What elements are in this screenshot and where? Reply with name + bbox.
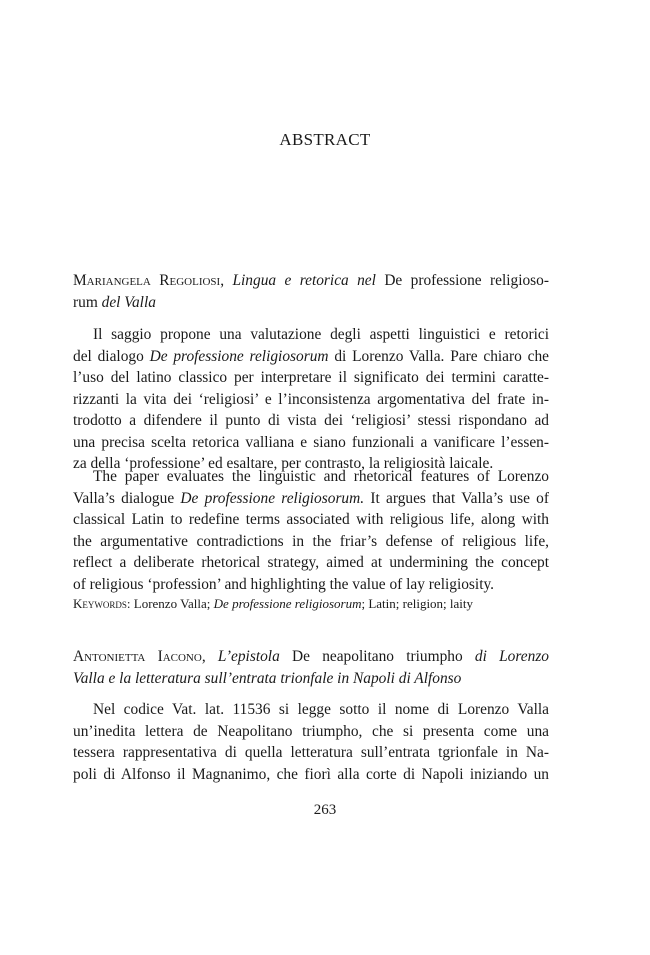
text-line: the argumentative contradictions in the friar’s defense of religious life,: [73, 532, 549, 550]
text-line: trodotto a difendere il punto di vista dei ‘religiosi’ stessi rispondano ad: [73, 412, 549, 429]
article2-title: [73, 646, 549, 689]
text-line: una precisa scelta retorica valliana e siano funzionali a vanificare l’essen-: [73, 433, 549, 451]
page-heading: ABSTRACT: [279, 130, 371, 149]
text-line: reflect a deliberate rhetorical strategy, aimed at undermining the concept: [73, 554, 549, 571]
article1-keywords: Keywords: Lorenzo Valla; De professione religiosorum; Latin; religion; laity: [73, 596, 474, 611]
text-line: l’uso del latino classico per interpretare il significato dei termini caratte-: [73, 369, 549, 386]
text-line: classical Latin to redefine terms associated with religious life, along with: [73, 511, 549, 528]
text-line: Il saggio propone una valutazione degli aspetti linguistici e retorici: [93, 326, 549, 343]
text-line: za della ‘professione’ ed esaltare, per contrasto, la religiosità laicale.: [73, 455, 494, 472]
text-line: The paper evaluates the linguistic and rhetorical features of Lorenzo: [93, 468, 549, 485]
text-line: Nel codice Vat. lat. 11536 si legge sotto il nome di Lorenzo Valla: [93, 701, 549, 718]
article2-author: Antonietta Iacono: [73, 648, 202, 665]
page-number: 263: [313, 802, 337, 818]
article1-title-line1: Mariangela Regoliosi, Lingua e retorica nel De professione religioso-: [73, 272, 549, 289]
text-line: poli di Alfonso il Magnanimo, che fiorì alla corte di Napoli iniziando un: [73, 765, 549, 783]
text-line: un’inedita lettera de Neapolitano triumpho, che si presenta come una: [73, 722, 549, 740]
text-line: Valla’s dialogue De professione religiosorum. It argues that Valla’s use of: [73, 489, 549, 507]
article1-italian-abstract: [73, 324, 549, 475]
article1-title: [73, 270, 549, 313]
article1-author: Mariangela Regoliosi: [73, 272, 221, 289]
text-line: del dialogo De professione religiosorum di Lorenzo Valla. Pare chiaro che: [73, 347, 549, 365]
article1-english-abstract: [73, 466, 549, 595]
keywords-label: Keywords: [73, 596, 127, 611]
text-line: rizzanti la vita dei ‘religiosi’ e l’inconsistenza argomentativa del frate in-: [73, 390, 549, 408]
article1-title-line2: rum del Valla: [73, 293, 156, 311]
text-line: of religious ‘profession’ and highlighting the value of lay religiosity.: [73, 575, 495, 593]
text-line: tessera rappresentativa di quella letteratura sull’entrata tgrionfale in Na-: [73, 744, 549, 761]
article2-italian-abstract: [73, 699, 549, 785]
article2-title-line1: Antonietta Iacono, L’epistola De neapolitano triumpho di Lorenzo: [73, 648, 549, 665]
article2-title-line2: Valla e la letteratura sull’entrata trionfale in Napoli di Alfonso: [73, 669, 462, 687]
